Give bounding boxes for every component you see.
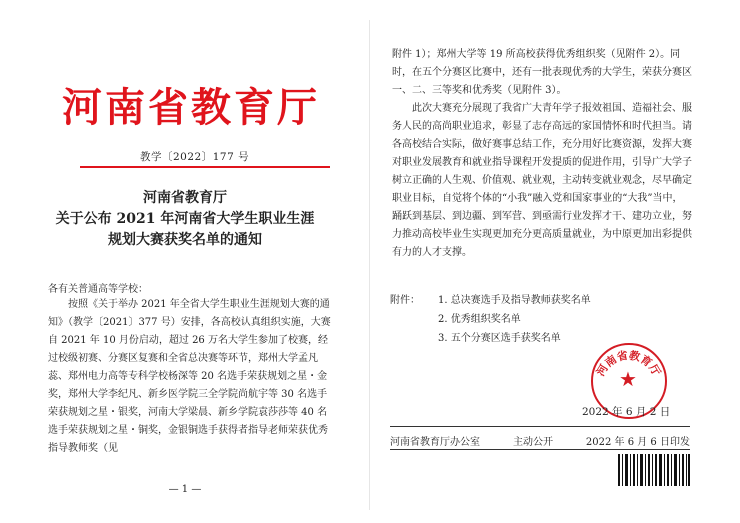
svg-text:河南省教育厅: 河南省教育厅 — [594, 348, 663, 379]
document-footer — [390, 433, 690, 448]
document-title — [50, 188, 320, 251]
footer-disclosure: 主动公开 — [512, 437, 553, 448]
salutation: 各有关普通高等学校： — [48, 284, 148, 295]
issuer-header: 河南省教育厅 — [62, 84, 320, 131]
body-paragraph: 此次大赛充分展现了我省广大青年学子报效祖国、造福社会、服务人民的高尚职业追求，彰显了志存高远的家国情怀和时代担当。请各高校结合实际，做好赛事总结工作，充分用好比赛资源，发挥大赛对职业发展教育和就业指导课程开发提质的促进作用，引导广大学子树立正确的人生观、价值观、就业观，主动转变就业观念，尽早确定职业目标，自觉将个体的“小我”融入党和国家事业的“大我”当中，踊跃到基层、到边疆、到军营、到亟需行业发挥才干、建功立业，努力推动高校毕业生实现更加充分更高质量就业，为中原更加出彩提供有力的人才支撑。 — [392, 103, 692, 258]
attachments-list — [390, 291, 591, 348]
page-number: — 1 — — [168, 484, 202, 495]
body-text-right — [392, 46, 692, 262]
footer-bottom-rule — [390, 449, 690, 450]
attachment-item: 2. 优秀组织奖名单 — [438, 314, 521, 325]
body-paragraph: 附件 1）；郑州大学等 19 所高校获得优秀组织奖（见附件 2）。同时，在五个分赛区比赛中，还有一批表现优秀的大学生，荣获分赛区一、二、三等奖和优秀奖（见附件 3）。 — [392, 49, 692, 96]
title-line: 河南省教育厅 — [143, 190, 227, 206]
footer-issuer: 河南省教育厅办公室 — [390, 437, 480, 448]
attachments-label: 附件： — [390, 295, 420, 306]
body-text — [48, 296, 335, 458]
red-divider-line — [80, 166, 330, 168]
seal-star-icon: ★ — [619, 367, 637, 391]
title-line: 关于公布 2021 年河南省大学生职业生涯 — [55, 211, 315, 227]
footer-print-date: 2022 年 6 月 6 日印发 — [585, 437, 690, 448]
signing-date: 2022 年 6 月 2 日 — [582, 406, 671, 418]
right-page — [370, 0, 740, 523]
title-line: 规划大赛获奖名单的通知 — [108, 232, 262, 248]
body-paragraph: 按照《关于举办 2021 年全省大学生职业生涯规划大赛的通知》（教学〔2021〕377 号）安排，各高校认真组织实施，大赛自 2021 年 10 月份启动，超过 26 万名大学生参加了校赛，经过校级初赛、分赛区复赛和全省总决赛等环节，郑州大学孟凡蕊、郑州电力高等专科学校杨深等 20 名选手荣获规划之星・金奖，郑州大学李纪凡、新乡医学院三全学院尚航宇等 30 名选手荣获规划之星・银奖，河南大学梁晨、新乡学院袁莎莎等 40 名选手荣获规划之星・铜奖，金银铜选手获得者指导老师荣获优秀指导教师奖（见 — [48, 299, 331, 454]
attachment-item: 1. 总决赛选手及指导教师获奖名单 — [438, 295, 591, 306]
document-number: 教学〔2022〕177 号 — [140, 151, 250, 163]
attachment-item: 3. 五个分赛区选手获奖名单 — [438, 333, 561, 344]
footer-top-rule — [390, 426, 690, 427]
barcode-icon — [617, 453, 691, 487]
